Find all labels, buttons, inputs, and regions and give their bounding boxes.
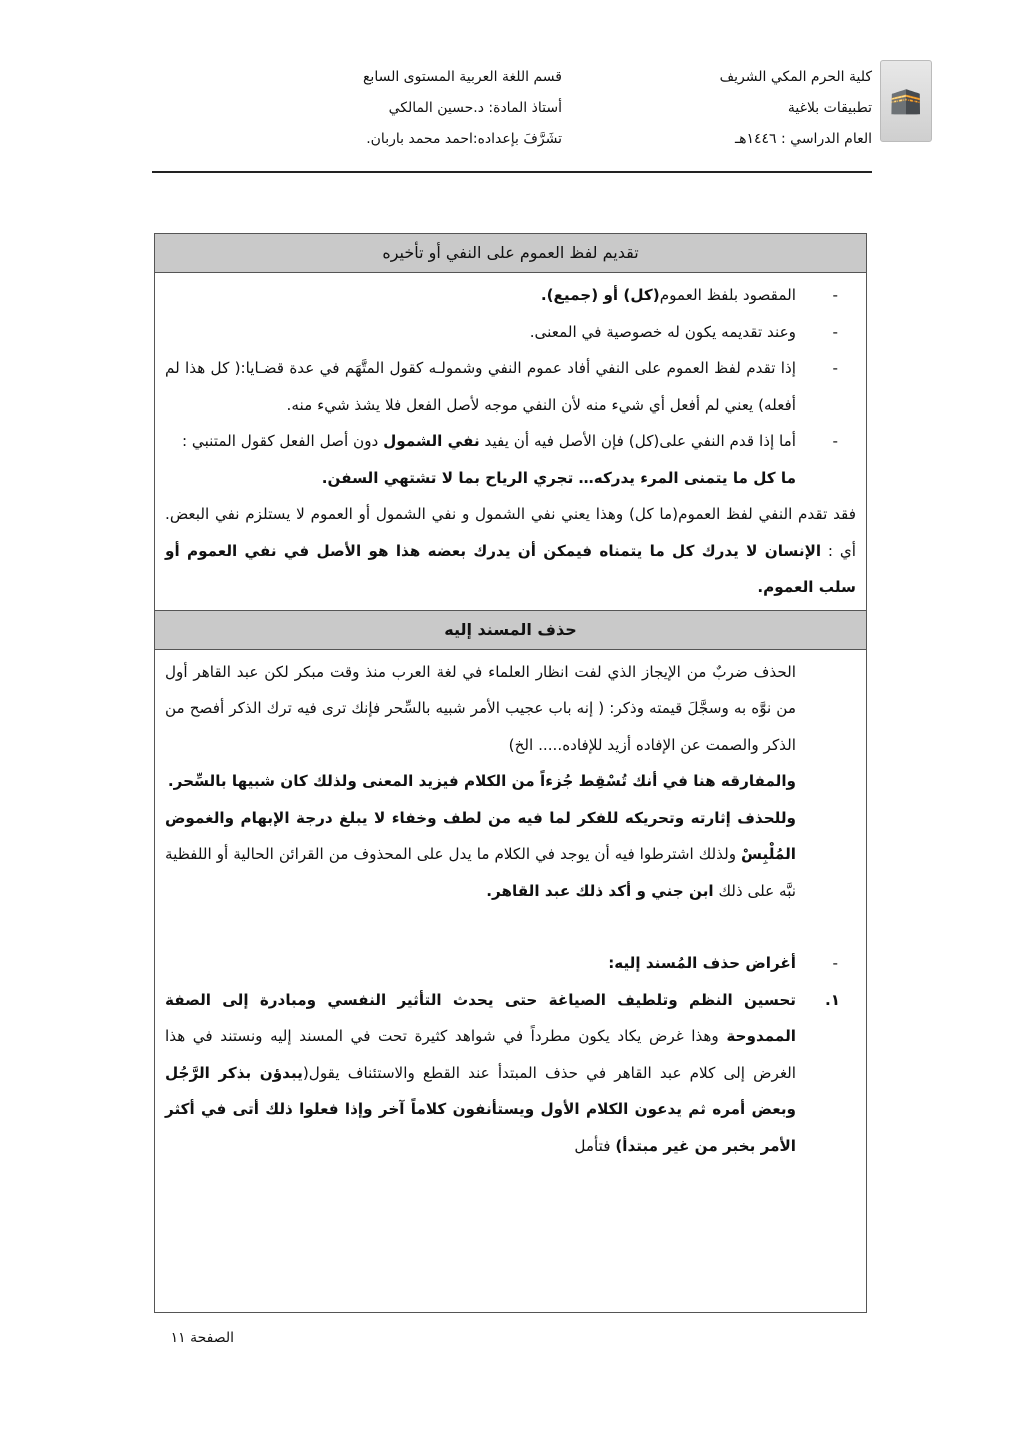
verse-line: ما كل ما يتمنى المرء يدركه… تجري الرياح بما لا تشتهي السفن.	[321, 468, 796, 487]
paragraph: والمفارقه هنا في أنك تُسْقِط جُزءاً من الكلام فيزيد المعنى ولذلك كان شبيها بالسِّحر.	[167, 772, 796, 790]
header-right-block	[612, 62, 872, 155]
course-name: تطبيقات بلاغية	[787, 100, 872, 116]
section2-title: حذف المسند إليه	[155, 610, 866, 650]
bullet-item: - أما إذا قدم النفي على(كل) فإن الأصل فيه أن يفيد نفي الشمول دون أصل الفعل كقول المتنبي :	[181, 432, 838, 450]
instructor-name: أستاذ المادة: د.حسين المالكي	[388, 100, 562, 116]
paragraph: الحذف ضربٌ من الإيجاز الذي لفت انظار العلماء في لغة العرب منذ وقت مبكر لكن عبد القاهر أول من نوَّه به وسجَّلَ قيمته وذكر: ( إنه باب عجيب الأمر شبيه بالسِّحر فإنك ترى فيه ترك الذكر أفصح من الذكر والصمت عن الإفاده أزيد للإفاده..... الخ)	[165, 662, 796, 754]
bullet-item: - المقصود بلفظ العموم(كل) أو (جميع).	[540, 286, 838, 304]
explanation-paragraph: فقد تقدم النفي لفظ العموم(ما كل) وهذا يعني نفي الشمول و نفي الشمول أو العموم لا يستلزم نفي البعض. أي : الإنسان لا يدرك كل ما يتمناه فيمكن أن يدرك بعضه هذا هو الأصل في نفي العموم أو سلب العموم.	[165, 505, 856, 596]
department-level: قسم اللغة العربية المستوى السابع	[362, 69, 562, 85]
section2-body	[155, 650, 866, 1169]
prepared-by: تشَرَّفَ بإعداده:احمد محمد باربان.	[366, 131, 562, 147]
numbered-item: ١. تحسين النظم وتلطيف الصياغة حتى يحدث التأثير النفسي ومبادرة إلى الصفة الممدوحة وهذا غرض يكاد يكون مطرداً في شواهد كثيرة تحت في المسند إليه ونستند في هذا الغرض إلى كلام عبد القاهر في حذف المبتدأ عند القطع والاستئناف يقول(يبدؤن بذكر الرَّجُل وبعض أمره ثم يدعون الكلام الأول ويستأنفون كلاماً آخر وإذا فعلوا ذلك أتى في أكثر الأمر بخبر من غير مبتدأ) فتأمل	[165, 990, 840, 1155]
college-logo-icon: 🕋	[880, 60, 932, 142]
content-table	[154, 233, 867, 1313]
college-name: كلية الحرم المكي الشريف	[719, 69, 872, 85]
bullet-item: - أغراض حذف المُسند إليه:	[608, 954, 838, 972]
bullet-item: - إذا تقدم لفظ العموم على النفي أفاد عموم النفي وشمولـه كقول المتَّهَم في عدة قضـايا:( كل هذا لم أفعله) يعني لم أفعل أي شيء منه لأن النفي موجه لأصل الفعل فلا يشذ شيء منه.	[165, 359, 838, 414]
paragraph: وللحذف إثارته وتحريكه للفكر لما فيه من لطف وخفاء لا يبلغ درجة الإبهام والغموض المُلْبِسْ ولذلك اشترطوا فيه أن يوجد في الكلام ما يدل على المحذوف من القرائن الحالية أو اللفظية نبَّه على ذلك ابن جني و أكد ذلك عبد القاهر.	[165, 808, 796, 900]
section1-body	[155, 273, 866, 610]
section1-title: تقديم لفظ العموم على النفي أو تأخيره	[155, 234, 866, 273]
bullet-item: - وعند تقديمه يكون له خصوصية في المعنى.	[529, 322, 838, 341]
header-divider	[152, 171, 872, 173]
page-header	[152, 52, 923, 162]
header-left-block	[262, 62, 562, 155]
page-number: الصفحة ١١	[170, 1330, 234, 1346]
academic-year: العام الدراسي : ١٤٤٦هـ	[734, 131, 872, 147]
